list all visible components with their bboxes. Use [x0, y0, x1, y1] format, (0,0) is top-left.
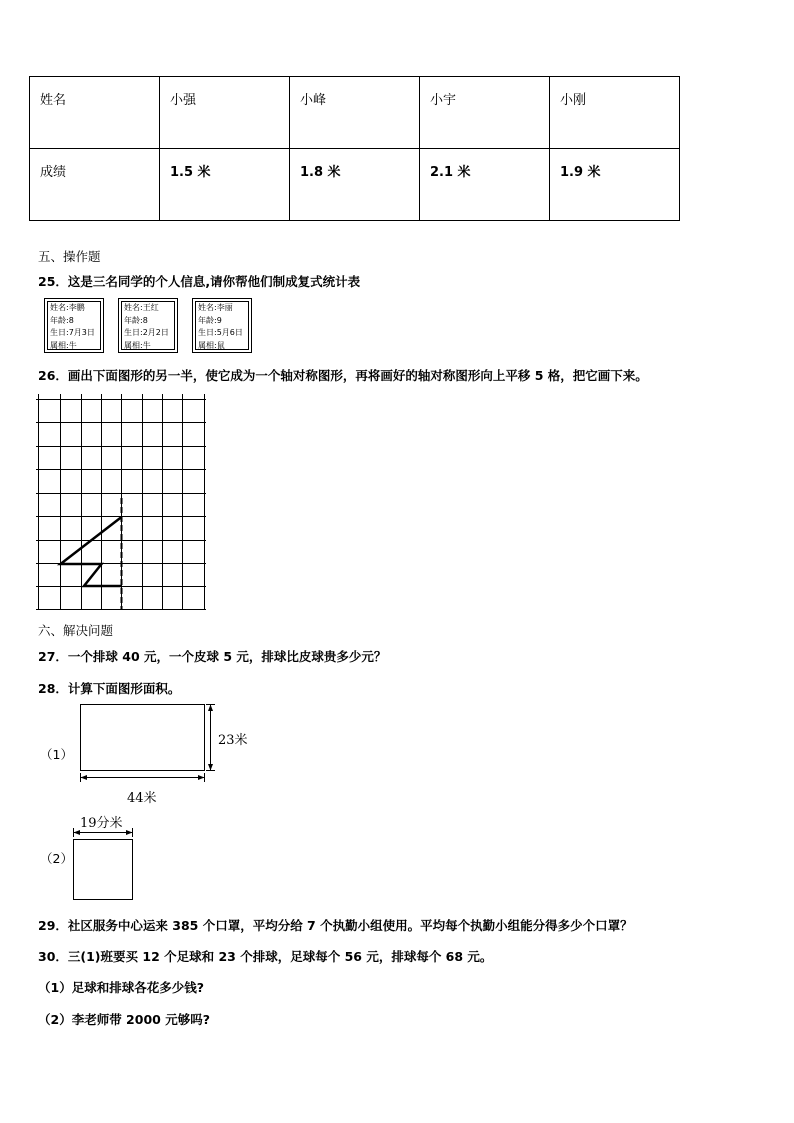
question-25: 25．这是三名同学的个人信息,请你帮他们制成复式统计表 — [38, 274, 361, 289]
question-30-part-1: （1）足球和排球各花多少钱? — [38, 980, 204, 995]
section-title-5: 五、操作题 — [38, 249, 101, 264]
width-label: 44米 — [127, 791, 157, 806]
question-28: 28．计算下面图形面积。 — [38, 681, 181, 696]
rectangle-shape — [81, 705, 205, 771]
table-cell: 小强 — [160, 77, 290, 149]
card-age: 年龄:8 — [124, 315, 148, 325]
card-zodiac: 属相:鼠 — [198, 340, 225, 350]
height-label: 23米 — [218, 733, 248, 748]
question-30: 30．三(1)班要买 12 个足球和 23 个排球，足球每个 56 元，排球每个 68 元。 — [38, 949, 493, 964]
info-card — [44, 298, 104, 353]
half-shape — [61, 517, 122, 586]
score-table — [29, 76, 680, 221]
table-cell: 姓名 — [30, 77, 160, 149]
square-shape — [74, 840, 133, 900]
table-row — [30, 77, 680, 149]
table-cell: 成绩 — [30, 149, 160, 221]
table-cell: 小刚 — [550, 77, 680, 149]
card-birthday: 生日:7月3日 — [50, 328, 95, 337]
figure-2-label: （2） — [40, 851, 73, 866]
question-29: 29．社区服务中心运来 385 个口罩，平均分给 7 个执勤小组使用。平均每个执勤小组能分得多少个口罩？ — [38, 918, 633, 933]
table-cell: 1.8 米 — [290, 149, 420, 221]
table-cell: 1.5 米 — [160, 149, 290, 221]
rectangle-figure — [76, 700, 226, 782]
table-row — [30, 149, 680, 221]
card-name: 姓名:李丽 — [198, 303, 233, 312]
info-card — [118, 298, 178, 353]
table-cell: 小峰 — [290, 77, 420, 149]
grid-figure — [36, 394, 208, 612]
card-zodiac: 属相:牛 — [50, 340, 77, 350]
table-cell: 2.1 米 — [420, 149, 550, 221]
table-cell: 1.9 米 — [550, 149, 680, 221]
card-age: 年龄:8 — [50, 315, 74, 325]
question-27: 27．一个排球 40 元，一个皮球 5 元，排球比皮球贵多少元？ — [38, 649, 387, 664]
card-age: 年龄:9 — [198, 315, 222, 325]
card-birthday: 生日:5月6日 — [198, 328, 243, 337]
figure-1-label: （1） — [40, 747, 73, 762]
side-label: 19分米 — [80, 816, 123, 831]
question-30-part-2: （2）李老师带 2000 元够吗? — [38, 1012, 210, 1027]
card-name: 姓名:王红 — [124, 303, 159, 312]
table-cell: 小宇 — [420, 77, 550, 149]
info-card — [192, 298, 252, 353]
square-figure — [68, 826, 140, 902]
card-birthday: 生日:2月2日 — [124, 328, 169, 337]
question-26: 26．画出下面图形的另一半，使它成为一个轴对称图形，再将画好的轴对称图形向上平移 5 格，把它画下来。 — [38, 368, 648, 383]
section-title-6: 六、解决问题 — [38, 623, 114, 638]
card-name: 姓名:李鹏 — [50, 303, 85, 312]
card-zodiac: 属相:牛 — [124, 340, 151, 350]
